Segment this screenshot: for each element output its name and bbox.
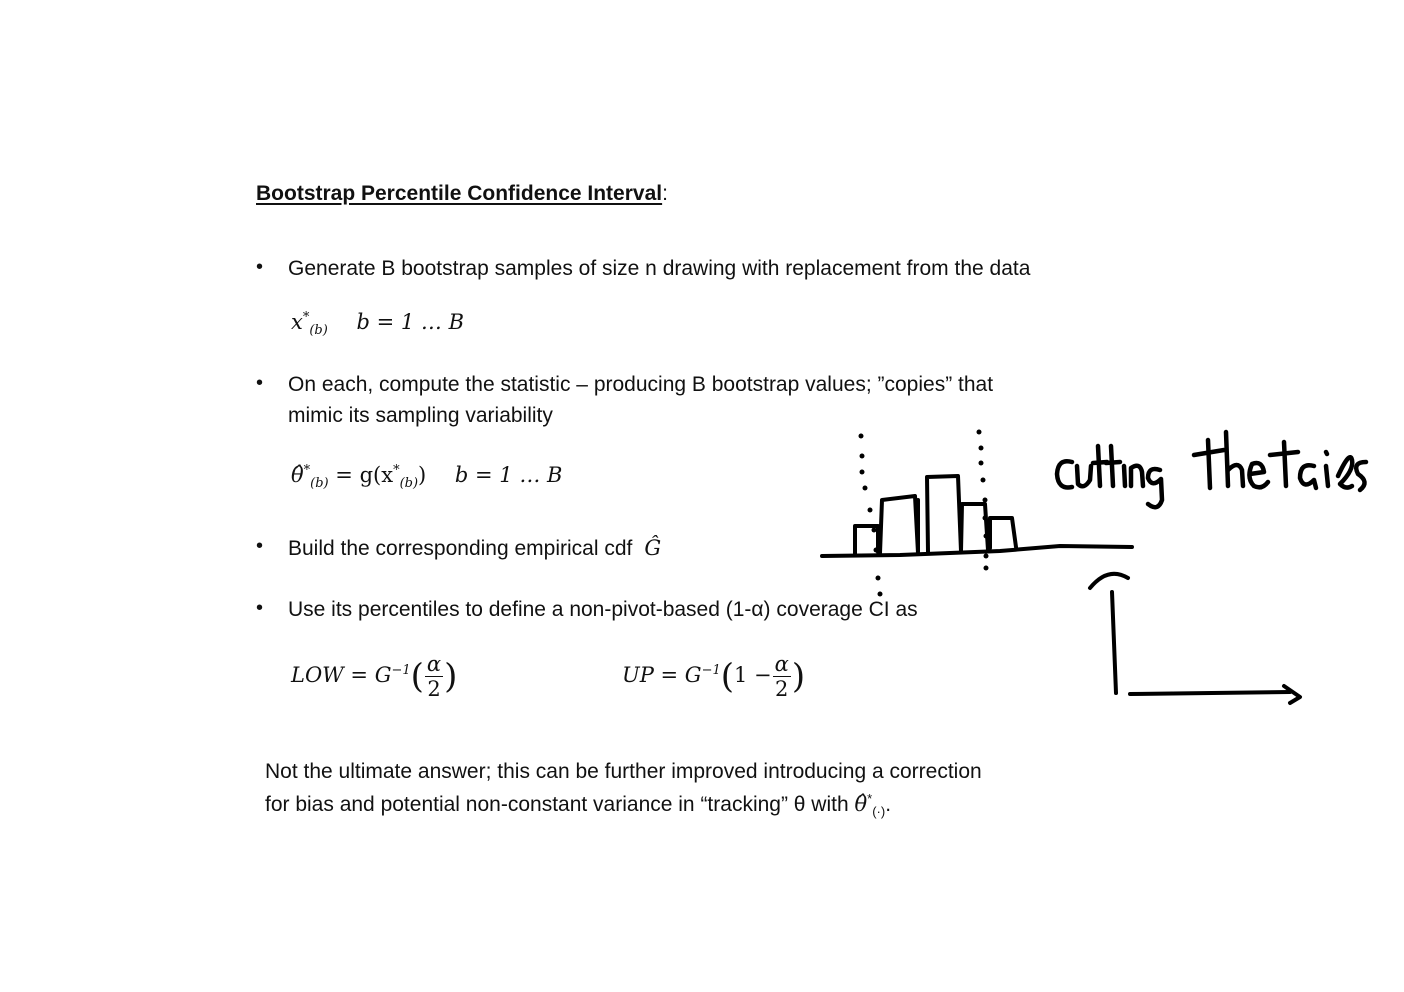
cdf-symbol: Ĝ bbox=[644, 536, 662, 560]
bullet-marker: • bbox=[256, 256, 264, 278]
bullet-1-text: Generate B bootstrap samples of size n drawing with replacement from the data bbox=[288, 257, 1031, 280]
bullet-marker: • bbox=[256, 535, 264, 557]
bootstrap-sample-formula: $x^*_{(b)}$ b = 1 … B bbox=[291, 310, 465, 339]
title-colon: : bbox=[662, 182, 668, 205]
bullet-4-text: Use its percentiles to define a non-pivot-based (1-α) coverage CI as bbox=[288, 598, 918, 621]
bullet-3-text: Build the corresponding empirical cdf Ĝ bbox=[288, 536, 662, 560]
bullet-marker: • bbox=[256, 597, 264, 619]
title-text: Bootstrap Percentile Confidence Interval bbox=[256, 182, 663, 205]
footnote-line-2: for bias and potential non-constant variance in “tracking” θ with $\thetâ^*_{(\cdot)}$. bbox=[265, 791, 892, 820]
up-bound-formula: UP = $G^{-1}(1$ − $\frac{\alpha}{2}$ ) bbox=[622, 652, 806, 701]
bullet-2-line-2: mimic its sampling variability bbox=[288, 404, 553, 427]
bootstrap-statistic-formula: $\thetâ^*_{(b)} = g(x^*_{(b)}) b = 1$ … B bbox=[291, 463, 563, 492]
handwritten-caption bbox=[1057, 432, 1366, 507]
bullet-2-line-1: On each, compute the statistic – producing B bootstrap values; ”copies” that bbox=[288, 373, 994, 396]
footnote-line-1: Not the ultimate answer; this can be further improved introducing a correction bbox=[265, 760, 982, 783]
low-bound-formula: LOW = $G^{-1}$( $\frac{\alpha}{2}$ ) bbox=[291, 652, 458, 701]
bullet-marker: • bbox=[256, 372, 264, 394]
